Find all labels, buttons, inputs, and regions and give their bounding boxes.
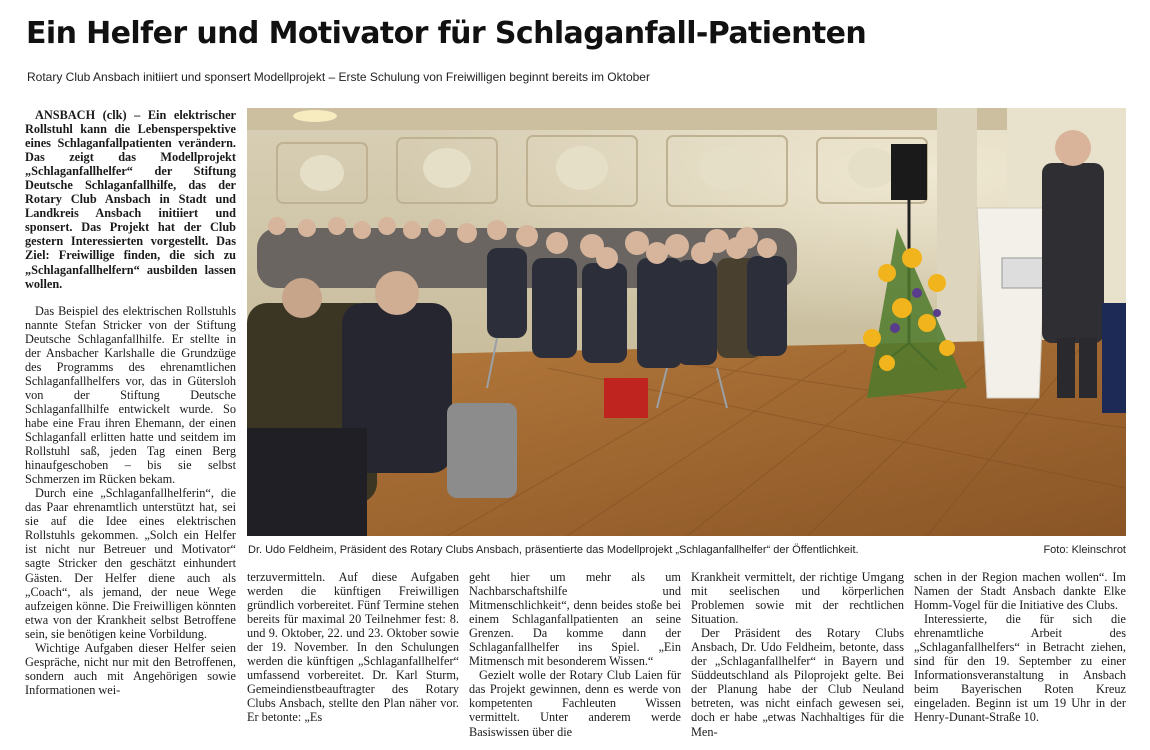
article-paragraph: Krankheit vermittelt, der richtige Umgang mit seelischen und körperlichen Problemen sowie mit der rechtlichen Situation. [691, 570, 904, 627]
event-photo [247, 108, 1126, 536]
article-paragraph: Das Beispiel des elektrischen Rollstuhls nannte Stefan Stricker von der Stiftung Deutsche Schlaganfallhilfe. Er stellte in der Ansbacher Karlshalle die Grundzüge des Programms des ehrenamtlichen Schlaganfallhelfers vor, das in Gütersloh von der Stiftung Deutsche Schlaganfallhilfe entwickelt wurde. So habe eine Frau ihren Ehemann, der einen Schlaganfall erlitten hatte und seitdem im Rollstuhl saß, jeden Tag einen Berg hinaufgeschoben – bis sie selbst Schmerzen im Rücken bekam. [25, 303, 236, 487]
article-paragraph: terzuvermitteln. Auf diese Aufgaben werden die künftigen Freiwilligen gründlich vorbereitet. Fünf Termine stehen bereits für maximal 20 Teilnehmer fest: 8. und 9. Oktober, 22. und 23. Oktober sowie der 19. November. In den Schulungen werden die künftigen „Schlaganfallhelfer“ umfassend vorbereitet. Dr. Karl Sturm, Gemeindienstbeauftragter des Rotary Clubs Ansbach, stellte den Plan näher vor. Er betonte: „Es [247, 570, 459, 725]
article-paragraph: geht hier um mehr als um Nachbarschaftshilfe und Mitmenschlichkeit“, denn beides stoße bei einem Schlaganfallpatienten an seine Grenzen. Da komme dann der Schlaganfallhelfer ins Spiel. „Ein Mitmensch mit besonderem Wissen.“ [469, 570, 681, 669]
article-paragraph: Der Präsident des Rotary Clubs Ansbach, Dr. Udo Feldheim, betonte, dass der „Schlaganfallhelfer“ in Bayern und Süddeutschland als Piloprojekt gelte. Bei der Planung habe der Club Neuland betreten, was nicht einfach gewesen sei, doch er habe „etwas Nachhaltiges für die Men- [691, 626, 904, 739]
photo-caption [248, 542, 1126, 558]
article-column-5 [914, 570, 1126, 746]
article-paragraph: Interessierte, die für sich die ehrenamtliche Arbeit des „Schlaganfallhelfers“ in Betracht ziehen, sind für den 19. September zu einer Informationsveranstaltung in Ansbach beim Bayerischen Roten Kreuz eingeladen. Beginn ist um 19 Uhr in der Henry-Dunant-Straße 10. [914, 612, 1126, 725]
photo-caption-text: Dr. Udo Feldheim, Präsident des Rotary Clubs Ansbach, präsentierte das Modellprojekt „Schlaganfallhelfer“ der Öffentlichkeit. [248, 544, 859, 556]
article-column-2 [247, 570, 459, 746]
headline: Ein Helfer und Motivator für Schlaganfall-Patienten [26, 16, 867, 51]
article-column-4 [691, 570, 904, 746]
subheadline: Rotary Club Ansbach initiiert und sponsert Modellprojekt – Erste Schulung von Freiwilligen beginnt bereits im Oktober [27, 70, 650, 84]
article-column-1 [25, 108, 236, 748]
article-paragraph: schen in der Region machen wollen“. Im Namen der Stadt Ansbach dankte Elke Homm-Vogel für die Initiative des Clubs. [914, 570, 1126, 613]
article-lead: ANSBACH (clk) – Ein elektrischer Rollstuhl kann die Lebensperspektive eines Schlaganfallpatienten verändern. Das zeigt das Modellprojekt „Schlaganfallhelfer“ der Stiftung Deutsche Schlaganfallhilfe, das der Rotary Club Ansbach in Stadt und Landkreis Ansbach initiiert und sponsert. Das Projekt hat der Club gestern Interessierten vorgestellt. Das Ziel: Freiwillige finden, die sich zu „Schlaganfallhelfern“ ausbilden lassen wollen. [25, 108, 236, 291]
article-paragraph: Durch eine „Schlaganfallhelferin“, die das Paar ehrenamtlich unterstützt hat, sei sie auf die Idee eines elektrischen Rollstuhls gekommen. „Solch ein Helfer ist nicht nur Betreuer und Motivator“ sagte Stricker den geschätzt einhundert Gästen. Der Helfer diene auch als „Coach“, als jemand, der neue Wege aufzeigen könne. Die Freiwilligen könnten etwa von der Krankheit selbst Betroffene sein, sie benötigen keine Vorbildung. [25, 486, 236, 641]
article-paragraph: Gezielt wolle der Rotary Club Laien für das Projekt gewinnen, denn es werde von kompetenten Fachleuten Wissen vermittelt. Unter anderem werde Basiswissen über die [469, 668, 681, 739]
photo-credit: Foto: Kleinschrot [1043, 544, 1126, 556]
article-column-3 [469, 570, 681, 746]
article-paragraph: Wichtige Aufgaben dieser Helfer seien Gespräche, nicht nur mit den Betroffenen, sondern auch mit Angehörigen sowie Informationen wei- [25, 640, 236, 697]
